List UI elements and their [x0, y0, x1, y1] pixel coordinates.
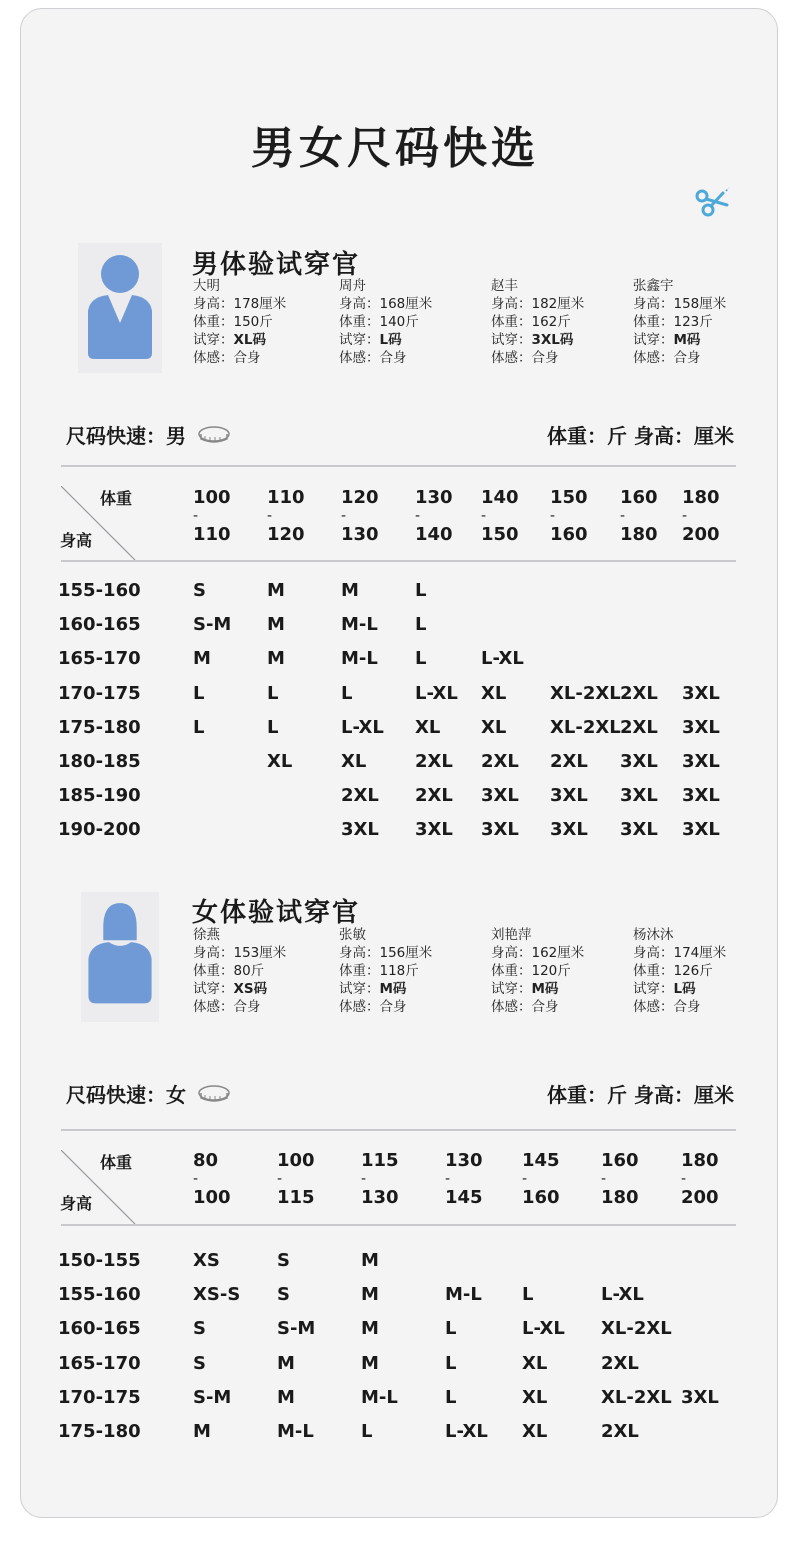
weight-range-to: 180 — [601, 1187, 639, 1208]
size-cell: S — [277, 1250, 290, 1271]
range-dash: - — [550, 508, 556, 524]
weight-range-header — [682, 489, 720, 544]
tester-height-label: 身高： — [339, 945, 380, 961]
tester-try-label: 试穿： — [491, 981, 532, 997]
tester-height: 178厘米 — [233, 296, 287, 312]
size-cell: M — [361, 1318, 379, 1340]
size-cell: M — [361, 1250, 379, 1271]
tester-size: 3XL码 — [531, 332, 574, 348]
weight-range-to: 145 — [445, 1187, 483, 1208]
tester-try-label: 试穿： — [491, 332, 532, 348]
tester-height-label: 身高： — [491, 296, 532, 312]
tester-size: M码 — [531, 981, 559, 997]
weight-range-header — [361, 1152, 399, 1207]
tester-name: 杨沐沐 — [633, 927, 674, 943]
tester-try-label: 试穿： — [193, 332, 234, 348]
size-cell: 3XL — [481, 785, 519, 807]
tester-height-label: 身高： — [633, 945, 674, 961]
weight-range-from: 145 — [522, 1150, 560, 1171]
size-cell: L-XL — [445, 1421, 488, 1442]
tester-size: M码 — [673, 332, 701, 348]
weight-range-to: 100 — [193, 1187, 231, 1208]
height-range-label: 165-170 — [58, 1352, 141, 1374]
tester-feel: 合身 — [233, 350, 261, 366]
divider — [61, 560, 736, 562]
female-testers-title: 女体验试穿官 — [192, 898, 361, 928]
weight-range-from: 100 — [277, 1150, 315, 1171]
size-cell: L — [193, 682, 205, 704]
tester-line — [491, 295, 584, 313]
size-cell: M — [341, 580, 359, 601]
height-range-label: 155-160 — [58, 1284, 141, 1306]
height-range-label: 160-165 — [58, 614, 141, 636]
size-cell: 2XL — [415, 751, 453, 772]
tester-height: 158厘米 — [673, 296, 727, 312]
size-cell: M-L — [361, 1386, 398, 1408]
tester-card — [193, 926, 286, 1016]
range-dash: - — [681, 1171, 687, 1187]
weight-range-to: 180 — [620, 524, 658, 545]
tester-name: 张敏 — [339, 927, 366, 943]
weight-range-header — [193, 489, 231, 544]
height-range-label: 150-155 — [58, 1250, 141, 1271]
tester-weight-label: 体重： — [193, 314, 234, 330]
size-cell: M — [267, 614, 285, 636]
tester-line — [339, 295, 432, 313]
tester-height-label: 身高： — [491, 945, 532, 961]
size-cell: M-L — [341, 614, 378, 636]
weight-range-header — [341, 489, 379, 544]
tester-card — [491, 926, 584, 1016]
range-dash: - — [682, 508, 688, 524]
size-cell: 3XL — [550, 785, 588, 807]
size-cell: 3XL — [682, 716, 720, 738]
size-cell: XS — [193, 1250, 220, 1271]
tester-try-label: 试穿： — [339, 981, 380, 997]
weight-range-to: 160 — [550, 524, 588, 545]
size-cell: L — [361, 1421, 373, 1442]
tester-try-label: 试穿： — [193, 981, 234, 997]
tester-size: L码 — [673, 981, 696, 997]
size-cell: S-M — [193, 1386, 232, 1408]
weight-range-header — [601, 1152, 639, 1207]
male-testers-title: 男体验试穿官 — [192, 250, 361, 280]
male-avatar-icon — [78, 243, 162, 373]
tester-line — [491, 331, 584, 349]
tester-line — [193, 277, 286, 295]
tester-size: L码 — [379, 332, 402, 348]
tester-try-label: 试穿： — [339, 332, 380, 348]
tester-weight: 120斤 — [531, 963, 571, 979]
tape-measure-icon — [197, 423, 231, 445]
range-dash: - — [481, 508, 487, 524]
tester-line — [633, 980, 726, 998]
size-cell: 3XL — [681, 1386, 719, 1408]
size-cell: XL — [481, 716, 507, 738]
size-cell: M — [277, 1386, 295, 1408]
size-cell: XL — [415, 716, 441, 738]
size-cell: L — [445, 1318, 457, 1340]
size-cell: XL-2XL — [601, 1386, 672, 1408]
size-cell: 3XL — [682, 682, 720, 704]
weight-range-to: 115 — [277, 1187, 315, 1208]
weight-range-to: 130 — [361, 1187, 399, 1208]
tester-feel-label: 体感： — [339, 350, 380, 366]
tester-feel-label: 体感： — [491, 999, 532, 1015]
tester-feel: 合身 — [379, 350, 407, 366]
size-cell: L — [522, 1284, 534, 1306]
size-cell: 3XL — [620, 751, 658, 772]
tester-line — [633, 331, 726, 349]
weight-range-to: 120 — [267, 524, 305, 545]
size-cell: 2XL — [481, 751, 519, 772]
size-cell: M — [361, 1284, 379, 1306]
scissors-icon — [693, 183, 735, 221]
size-cell: 3XL — [550, 819, 588, 841]
weight-range-header — [193, 1152, 231, 1207]
range-dash: - — [601, 1171, 607, 1187]
tester-line — [491, 998, 584, 1016]
tester-card — [633, 277, 726, 367]
size-cell: 3XL — [682, 751, 720, 772]
corner-weight-label: 体重 — [100, 1153, 133, 1172]
size-cell: 2XL — [601, 1421, 639, 1442]
size-cell: XL — [341, 751, 367, 772]
female-units-label: 体重：斤 身高：厘米 — [547, 1083, 734, 1107]
size-cell: XL — [267, 751, 293, 772]
tester-line — [193, 313, 286, 331]
tester-height: 153厘米 — [233, 945, 287, 961]
size-cell: M — [361, 1352, 379, 1374]
tester-feel-label: 体感： — [633, 350, 674, 366]
tester-line — [633, 295, 726, 313]
tester-line — [193, 349, 286, 367]
tester-line — [339, 277, 432, 295]
size-cell: S — [193, 580, 206, 601]
height-range-label: 165-170 — [58, 648, 141, 670]
divider — [61, 1129, 736, 1131]
range-dash: - — [620, 508, 626, 524]
weight-range-from: 100 — [193, 487, 231, 508]
size-cell: L — [415, 648, 427, 670]
tester-line — [491, 962, 584, 980]
page-title: 男女尺码快选 — [251, 123, 539, 174]
range-dash: - — [445, 1171, 451, 1187]
tester-line — [491, 926, 584, 944]
size-cell: S — [193, 1352, 206, 1374]
size-cell: 2XL — [341, 785, 379, 807]
size-cell: M-L — [445, 1284, 482, 1306]
tester-weight: 80斤 — [233, 963, 265, 979]
weight-range-from: 150 — [550, 487, 588, 508]
tape-measure-icon — [197, 1082, 231, 1104]
tester-feel: 合身 — [379, 999, 407, 1015]
weight-range-header — [277, 1152, 315, 1207]
weight-range-from: 180 — [681, 1150, 719, 1171]
size-cell: 3XL — [620, 819, 658, 841]
tester-line — [339, 926, 432, 944]
size-cell: L-XL — [481, 648, 524, 670]
range-dash: - — [267, 508, 273, 524]
weight-range-to: 150 — [481, 524, 519, 545]
tester-weight: 118斤 — [379, 963, 419, 979]
height-range-label: 175-180 — [58, 716, 141, 738]
female-quick-label: 尺码快速：女 — [66, 1083, 186, 1107]
size-cell: 2XL — [601, 1352, 639, 1374]
divider — [61, 465, 736, 467]
size-cell: L — [267, 716, 279, 738]
tester-height-label: 身高： — [193, 945, 234, 961]
tester-line — [633, 944, 726, 962]
size-cell: S-M — [193, 614, 232, 636]
corner-height-label: 身高 — [60, 531, 93, 550]
tester-weight-label: 体重： — [633, 963, 674, 979]
size-cell: L — [445, 1352, 457, 1374]
tester-line — [491, 944, 584, 962]
height-range-label: 160-165 — [58, 1318, 141, 1340]
male-quick-label: 尺码快速：男 — [66, 424, 186, 448]
tester-card — [633, 926, 726, 1016]
tester-line — [633, 962, 726, 980]
tester-line — [491, 349, 584, 367]
tester-weight-label: 体重： — [491, 314, 532, 330]
tester-weight: 123斤 — [673, 314, 713, 330]
tester-weight-label: 体重： — [339, 963, 380, 979]
size-cell: M — [267, 648, 285, 670]
weight-range-header — [445, 1152, 483, 1207]
size-cell: XS-S — [193, 1284, 241, 1306]
size-cell: L — [445, 1386, 457, 1408]
female-avatar-icon — [78, 892, 162, 1022]
size-cell: 3XL — [481, 819, 519, 841]
weight-range-to: 200 — [682, 524, 720, 545]
size-cell: 3XL — [341, 819, 379, 841]
weight-range-from: 120 — [341, 487, 379, 508]
tester-weight-label: 体重： — [491, 963, 532, 979]
weight-range-to: 160 — [522, 1187, 560, 1208]
size-cell: L — [267, 682, 279, 704]
tester-size: M码 — [379, 981, 407, 997]
size-cell: XL — [522, 1386, 548, 1408]
height-range-label: 155-160 — [58, 580, 141, 601]
tester-size: XL码 — [233, 332, 267, 348]
weight-range-from: 160 — [601, 1150, 639, 1171]
weight-range-header — [415, 489, 453, 544]
tester-name: 赵丰 — [491, 278, 518, 294]
tester-height: 168厘米 — [379, 296, 433, 312]
height-range-label: 170-175 — [58, 682, 141, 704]
weight-range-from: 80 — [193, 1150, 219, 1171]
tester-line — [633, 998, 726, 1016]
size-cell: 3XL — [620, 785, 658, 807]
size-cell: L-XL — [341, 716, 384, 738]
size-cell: M — [277, 1352, 295, 1374]
corner-height-label: 身高 — [60, 1194, 93, 1213]
size-cell: 2XL — [620, 682, 658, 704]
size-cell: M-L — [277, 1421, 314, 1442]
tester-line — [193, 980, 286, 998]
tester-feel-label: 体感： — [633, 999, 674, 1015]
weight-range-to: 140 — [415, 524, 453, 545]
size-cell: 3XL — [682, 785, 720, 807]
size-cell: 2XL — [550, 751, 588, 772]
tester-feel: 合身 — [531, 999, 559, 1015]
size-cell: XL — [481, 682, 507, 704]
tester-line — [339, 980, 432, 998]
weight-range-from: 110 — [267, 487, 305, 508]
tester-height: 182厘米 — [531, 296, 585, 312]
weight-range-from: 180 — [682, 487, 720, 508]
tester-card — [339, 277, 432, 367]
height-range-label: 170-175 — [58, 1386, 141, 1408]
weight-range-header — [550, 489, 588, 544]
tester-line — [633, 313, 726, 331]
size-cell: S-M — [277, 1318, 316, 1340]
size-cell: S — [193, 1318, 206, 1340]
tester-line — [339, 998, 432, 1016]
weight-range-from: 130 — [445, 1150, 483, 1171]
weight-range-header — [481, 489, 519, 544]
tester-height-label: 身高： — [339, 296, 380, 312]
height-range-label: 175-180 — [58, 1421, 141, 1442]
size-cell: S — [277, 1284, 290, 1306]
tester-line — [339, 331, 432, 349]
tester-weight: 126斤 — [673, 963, 713, 979]
weight-range-header — [267, 489, 305, 544]
range-dash: - — [415, 508, 421, 524]
tester-name: 徐燕 — [193, 927, 220, 943]
tester-card — [193, 277, 286, 367]
tester-feel-label: 体感： — [339, 999, 380, 1015]
tester-name: 大明 — [193, 278, 220, 294]
size-cell: L-XL — [415, 682, 458, 704]
tester-weight: 150斤 — [233, 314, 273, 330]
range-dash: - — [522, 1171, 528, 1187]
height-range-label: 190-200 — [58, 819, 141, 841]
weight-range-to: 200 — [681, 1187, 719, 1208]
size-cell: XL-2XL — [601, 1318, 672, 1340]
height-range-label: 185-190 — [58, 785, 141, 807]
range-dash: - — [193, 1171, 199, 1187]
tester-line — [339, 944, 432, 962]
tester-feel: 合身 — [673, 350, 701, 366]
tester-line — [193, 926, 286, 944]
height-range-label: 180-185 — [58, 751, 141, 772]
tester-height-label: 身高： — [633, 296, 674, 312]
weight-range-header — [522, 1152, 560, 1207]
tester-try-label: 试穿： — [633, 332, 674, 348]
size-cell: M — [267, 580, 285, 601]
weight-range-to: 130 — [341, 524, 379, 545]
tester-card — [491, 277, 584, 367]
weight-range-header — [681, 1152, 719, 1207]
tester-line — [339, 313, 432, 331]
size-cell: M — [193, 1421, 211, 1442]
size-cell: 3XL — [415, 819, 453, 841]
size-cell: 2XL — [415, 785, 453, 807]
size-cell: XL — [522, 1421, 548, 1442]
weight-range-header — [620, 489, 658, 544]
tester-line — [193, 331, 286, 349]
size-cell: L — [193, 716, 205, 738]
size-cell: L — [415, 580, 427, 601]
tester-height-label: 身高： — [193, 296, 234, 312]
size-cell: M — [193, 648, 211, 670]
male-units-label: 体重：斤 身高：厘米 — [547, 424, 734, 448]
tester-height: 162厘米 — [531, 945, 585, 961]
tester-weight: 162斤 — [531, 314, 571, 330]
tester-feel-label: 体感： — [193, 999, 234, 1015]
tester-feel-label: 体感： — [193, 350, 234, 366]
size-cell: XL — [522, 1352, 548, 1374]
range-dash: - — [277, 1171, 283, 1187]
tester-line — [339, 962, 432, 980]
size-cell: 3XL — [682, 819, 720, 841]
tester-line — [633, 277, 726, 295]
weight-range-from: 160 — [620, 487, 658, 508]
corner-weight-label: 体重 — [100, 489, 133, 508]
tester-name: 周舟 — [339, 278, 366, 294]
range-dash: - — [193, 508, 199, 524]
tester-line — [339, 349, 432, 367]
tester-try-label: 试穿： — [633, 981, 674, 997]
tester-name: 刘艳萍 — [491, 927, 532, 943]
tester-height: 174厘米 — [673, 945, 727, 961]
tester-feel-label: 体感： — [491, 350, 532, 366]
tester-line — [633, 926, 726, 944]
weight-range-to: 110 — [193, 524, 231, 545]
size-cell: L — [415, 614, 427, 636]
size-cell: 2XL — [620, 716, 658, 738]
tester-line — [491, 277, 584, 295]
size-cell: XL-2XL — [550, 716, 621, 738]
tester-card — [339, 926, 432, 1016]
weight-range-from: 115 — [361, 1150, 399, 1171]
tester-line — [491, 313, 584, 331]
weight-range-from: 140 — [481, 487, 519, 508]
range-dash: - — [341, 508, 347, 524]
tester-line — [491, 980, 584, 998]
tester-height: 156厘米 — [379, 945, 433, 961]
tester-line — [193, 295, 286, 313]
tester-weight-label: 体重： — [633, 314, 674, 330]
tester-weight-label: 体重： — [339, 314, 380, 330]
range-dash: - — [361, 1171, 367, 1187]
divider — [61, 1224, 736, 1226]
size-cell: L — [341, 682, 353, 704]
tester-feel: 合身 — [673, 999, 701, 1015]
tester-name: 张鑫宇 — [633, 278, 674, 294]
tester-feel: 合身 — [233, 999, 261, 1015]
tester-line — [633, 349, 726, 367]
size-cell: M-L — [341, 648, 378, 670]
size-cell: L-XL — [522, 1318, 565, 1340]
tester-size: XS码 — [233, 981, 268, 997]
tester-line — [193, 944, 286, 962]
weight-range-from: 130 — [415, 487, 453, 508]
tester-weight-label: 体重： — [193, 963, 234, 979]
tester-line — [193, 962, 286, 980]
tester-weight: 140斤 — [379, 314, 419, 330]
size-cell: L-XL — [601, 1284, 644, 1306]
tester-feel: 合身 — [531, 350, 559, 366]
size-cell: XL-2XL — [550, 682, 621, 704]
tester-line — [193, 998, 286, 1016]
